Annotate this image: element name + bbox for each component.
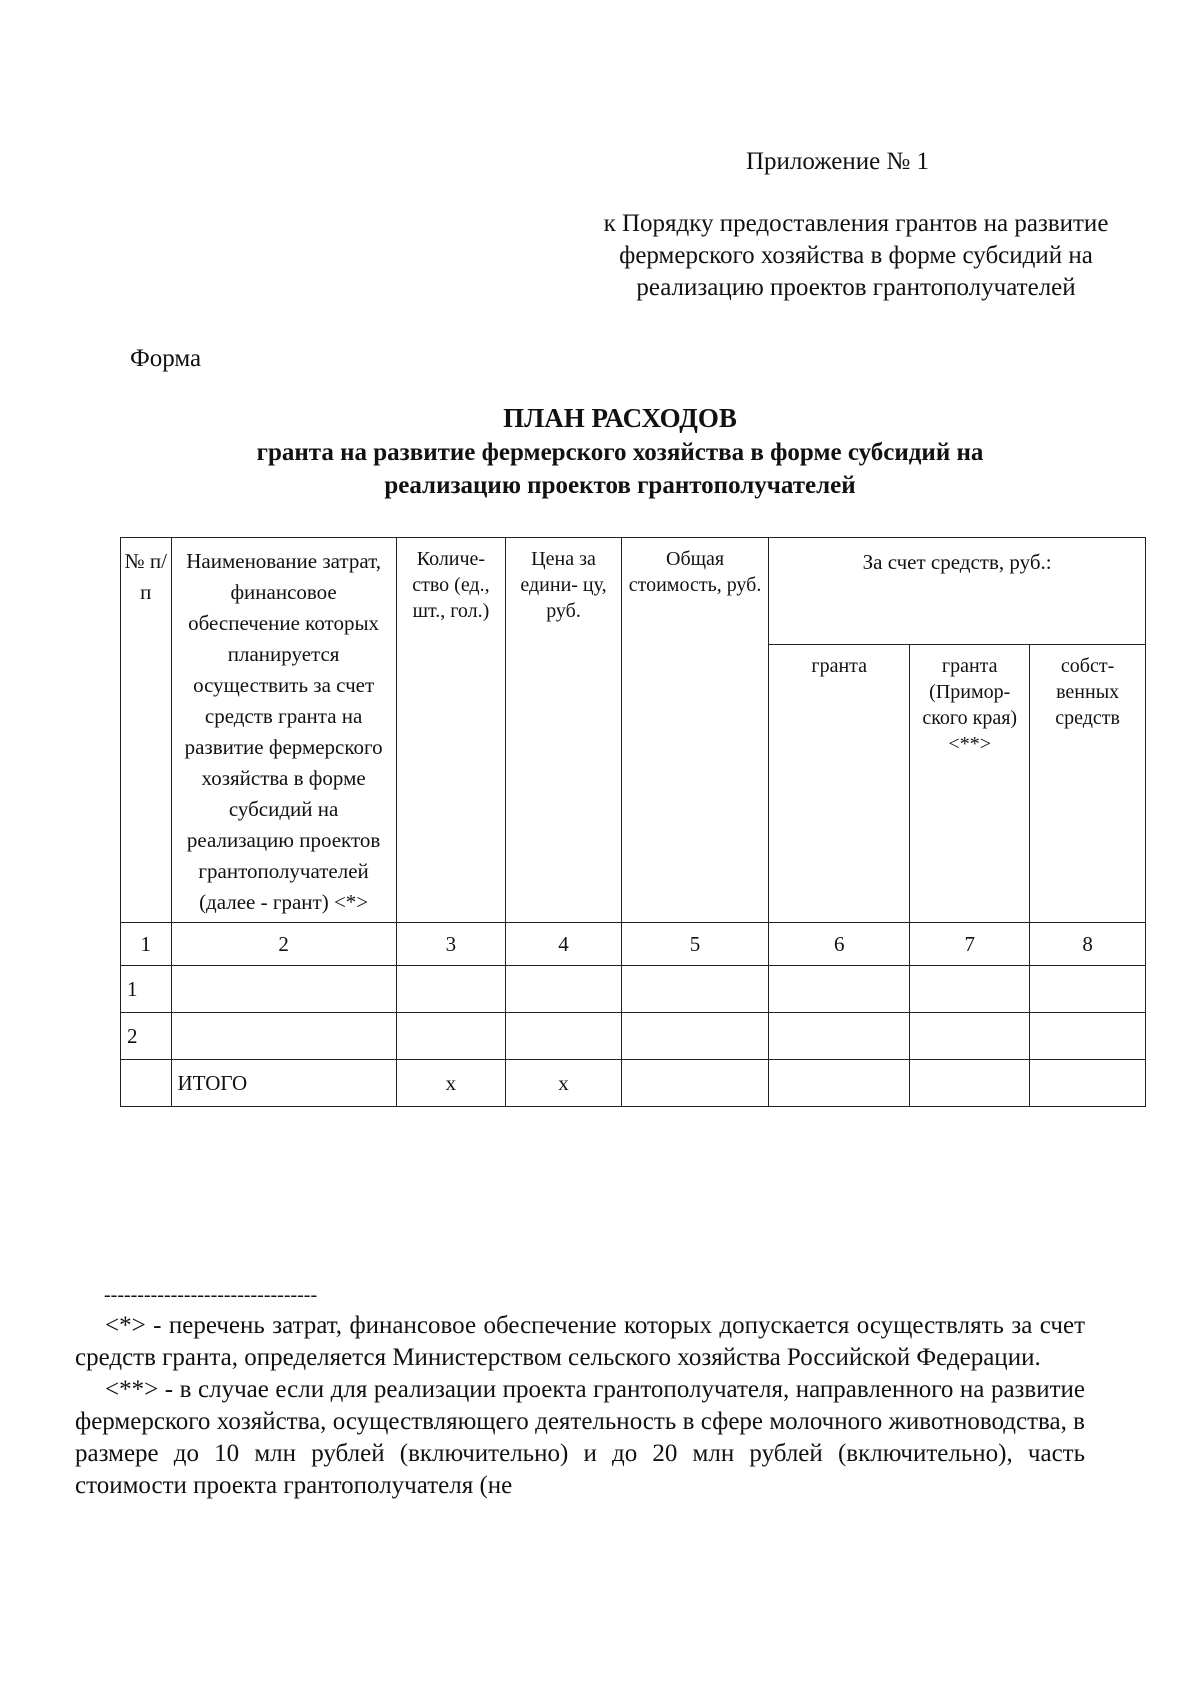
header-unit-price: Цена за едини- цу, руб. — [506, 538, 622, 923]
table-cell — [769, 966, 910, 1013]
footnote-separator: -------------------------------- — [104, 1284, 318, 1306]
column-number: 2 — [171, 923, 396, 966]
table-cell — [1030, 1060, 1146, 1107]
header-funding-group: За счет средств, руб.: — [769, 538, 1146, 645]
table-cell — [121, 1060, 172, 1107]
header-own-funds: собст- венных средств — [1030, 644, 1146, 922]
table-row — [121, 1013, 1146, 1060]
title-main: ПЛАН РАСХОДОВ — [503, 403, 737, 433]
table-cell — [171, 1013, 396, 1060]
header-grant-primorsky: гранта (Примор- ского края) <**> — [910, 644, 1030, 922]
title-sub-line1: гранта на развитие фермерского хозяйства в форме субсидий на — [256, 439, 984, 466]
table-cell — [769, 1060, 910, 1107]
appendix-title: Приложение № 1 — [746, 148, 930, 175]
total-label: ИТОГО — [171, 1060, 396, 1107]
column-number: 7 — [910, 923, 1030, 966]
table-cell — [621, 1013, 768, 1060]
column-number: 5 — [621, 923, 768, 966]
title-sub-line2: реализацию проектов грантополучателей — [384, 472, 856, 499]
total-quantity: х — [396, 1060, 505, 1107]
table-cell — [769, 1013, 910, 1060]
table-cell — [910, 1013, 1030, 1060]
table-cell — [506, 1013, 622, 1060]
document-title — [120, 400, 1120, 502]
header-total-cost: Общая стоимость, руб. — [621, 538, 768, 923]
column-number: 1 — [121, 923, 172, 966]
expense-plan-table — [120, 537, 1146, 1107]
footnotes — [75, 1310, 1085, 1502]
header-expense-name: Наименование затрат, финансовое обеспечение которых планируется осуществить за счет средств гранта на развитие фермерского хозяйства в форме субсидий на реализацию проектов грантополучателей (далее - грант) <*> — [171, 538, 396, 923]
table-cell — [506, 966, 622, 1013]
column-number: 6 — [769, 923, 910, 966]
table-cell — [396, 966, 505, 1013]
form-label: Форма — [130, 345, 202, 372]
total-row — [121, 1060, 1146, 1107]
header-grant: гранта — [769, 644, 910, 922]
row-number: 1 — [121, 966, 172, 1013]
row-number: 2 — [121, 1013, 172, 1060]
column-number: 4 — [506, 923, 622, 966]
table-cell — [910, 1060, 1030, 1107]
order-reference: к Порядку предоставления грантов на развитие фермерского хозяйства в форме субсидий на реализацию проектов грантополучателей — [603, 210, 1109, 301]
column-number: 3 — [396, 923, 505, 966]
table-cell — [396, 1013, 505, 1060]
table-cell — [171, 966, 396, 1013]
table-row — [121, 966, 1146, 1013]
header-quantity: Количе- ство (ед., шт., гол.) — [396, 538, 505, 923]
header-number: № п/п — [121, 538, 172, 923]
footnote-2: <**> - в случае если для реализации проекта грантополучателя, направленного на развитие фермерского хозяйства, осуществляющего деятельность в сфере молочного животноводства, в размере до 10 млн рублей (включительно) и до 20 млн рублей (включительно), часть стоимости проекта грантополучателя (не — [75, 1376, 1085, 1499]
table-cell — [1030, 966, 1146, 1013]
table-cell — [621, 1060, 768, 1107]
total-price: х — [506, 1060, 622, 1107]
table-cell — [910, 966, 1030, 1013]
table-cell — [1030, 1013, 1146, 1060]
table-cell — [621, 966, 768, 1013]
column-number: 8 — [1030, 923, 1146, 966]
table-header-row — [121, 538, 1146, 645]
footnote-1: <*> - перечень затрат, финансовое обеспечение которых допускается осуществлять за счет средств гранта, определяется Министерством сельского хозяйства Российской Федерации. — [75, 1312, 1085, 1371]
column-number-row — [121, 923, 1146, 966]
